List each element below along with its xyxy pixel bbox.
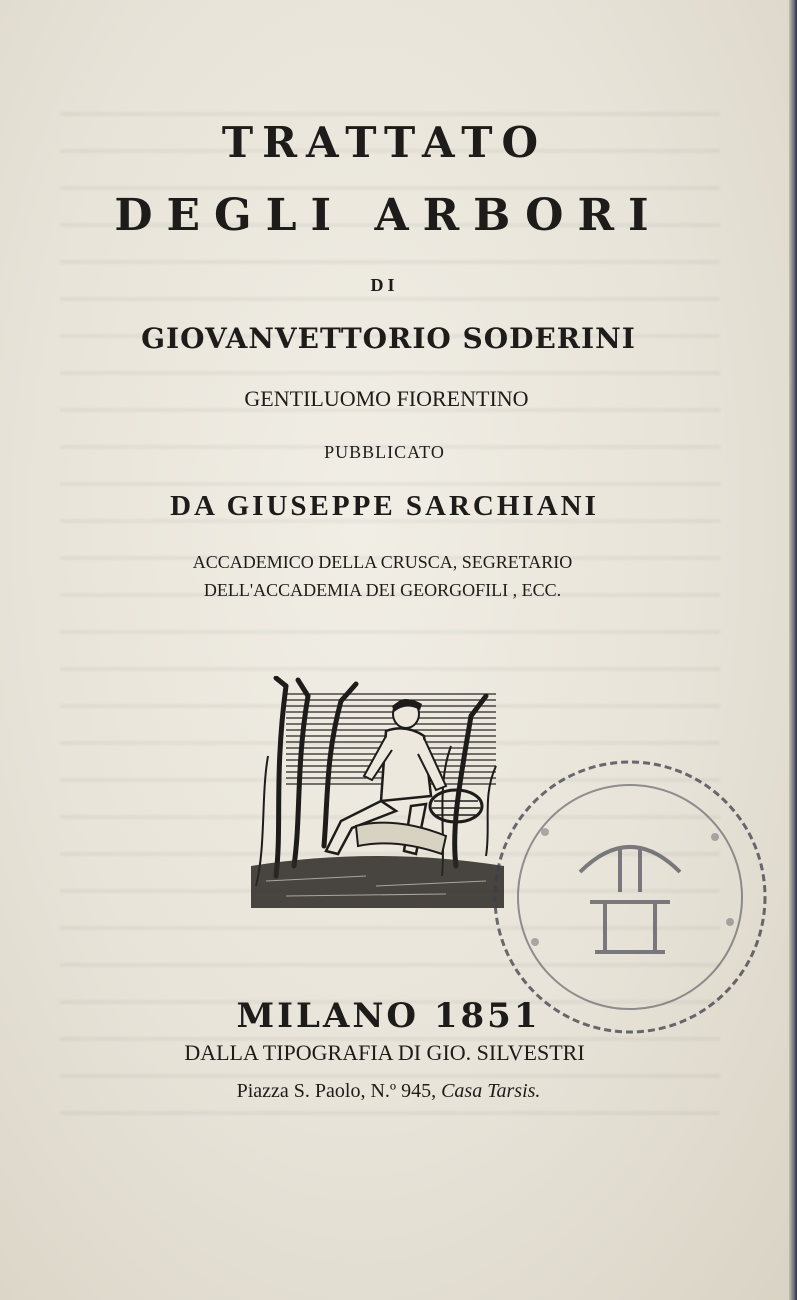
published-label: PUBBLICATO bbox=[324, 442, 445, 462]
author-description: GENTILUOMO FIORENTINO bbox=[244, 386, 529, 411]
woodcut-vignette bbox=[246, 676, 508, 908]
editor-description-2: DELL'ACCADEMIA DEI GEORGOFILI , ECC. bbox=[203, 580, 562, 600]
page-edge bbox=[789, 0, 797, 1300]
title-line-1: TRATTATO bbox=[221, 118, 548, 167]
author-name: GIOVANVETTORIO SODERINI bbox=[141, 322, 636, 355]
imprint-house: Casa Tarsis. bbox=[441, 1080, 541, 1102]
title-line-2: DEGLI ARBORI bbox=[114, 190, 663, 241]
imprint-street: Piazza S. Paolo, N.º 945, bbox=[236, 1080, 437, 1102]
byline-di: DI bbox=[370, 275, 399, 295]
editor-description-1: ACCADEMICO DELLA CRUSCA, SEGRETARIO bbox=[192, 552, 573, 572]
editor-name: DA GIUSEPPE SARCHIANI bbox=[170, 490, 599, 522]
imprint-place-year: MILANO 1851 bbox=[236, 996, 541, 1036]
imprint-printer: DALLA TIPOGRAFIA DI GIO. SILVESTRI bbox=[184, 1040, 585, 1065]
imprint-address bbox=[0, 1080, 787, 1103]
